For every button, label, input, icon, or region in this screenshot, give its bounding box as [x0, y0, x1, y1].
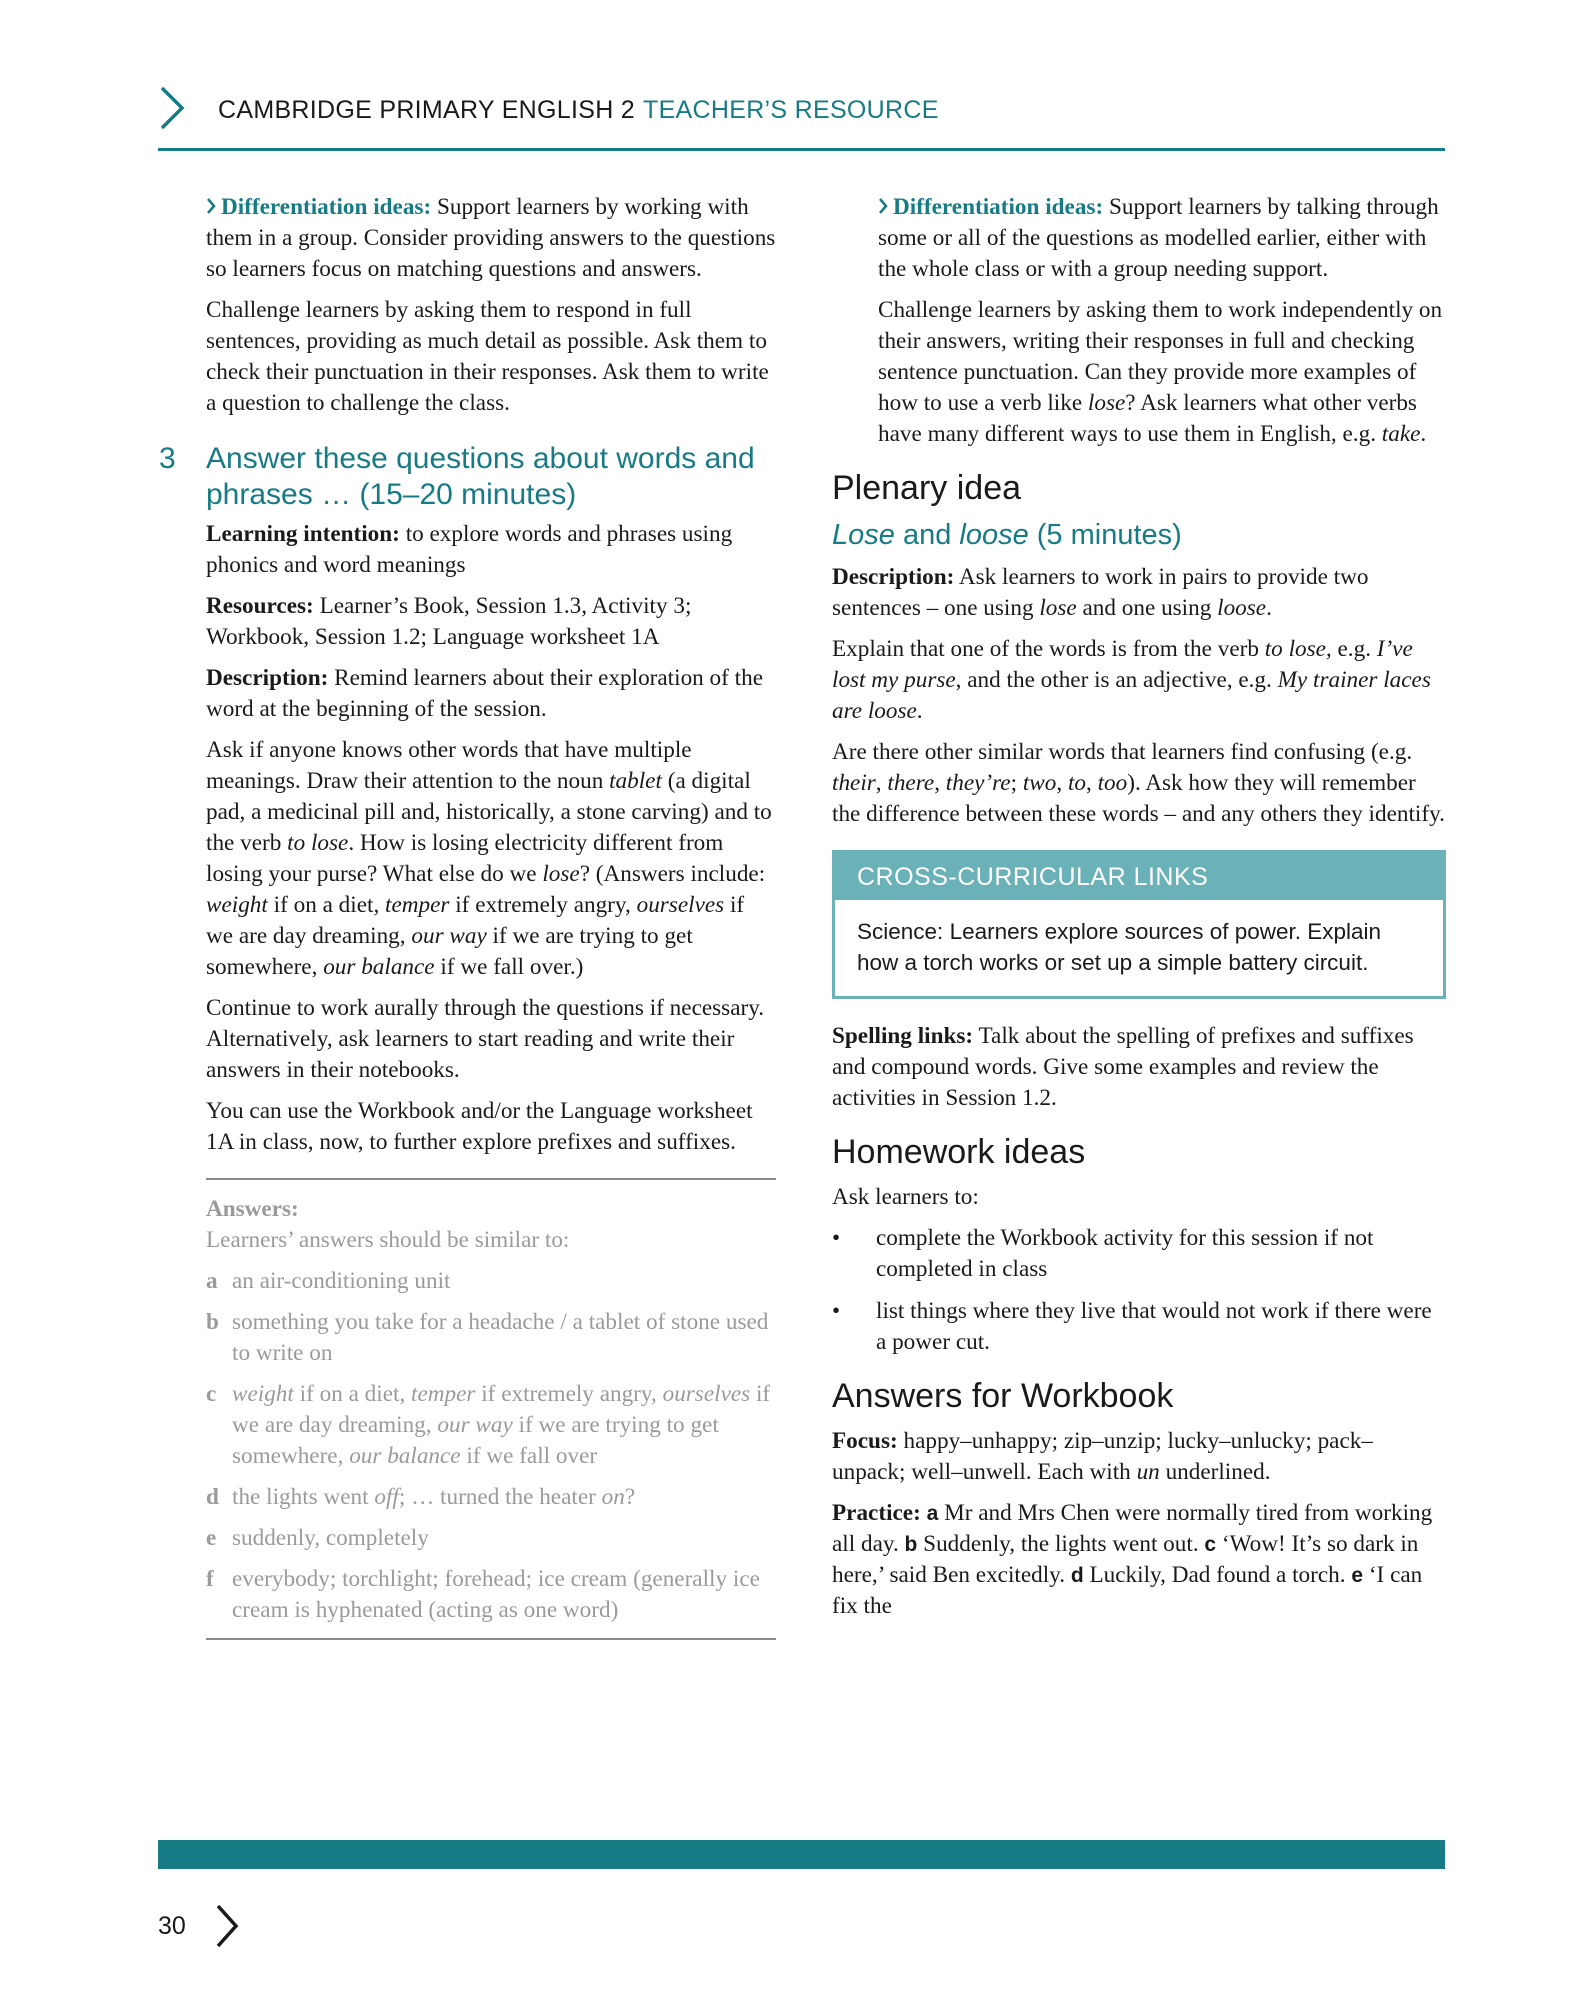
- resources-label: Resources:: [206, 593, 314, 619]
- practice-letter: e: [1351, 1564, 1364, 1587]
- description: [206, 663, 776, 725]
- italic-word: tablet: [609, 768, 662, 794]
- resources: [206, 591, 776, 653]
- multiple-meanings-paragraph: [206, 735, 776, 983]
- text-run: and one using: [1076, 595, 1218, 621]
- text-run: ? (Answers include:: [579, 861, 766, 887]
- answer-text: suddenly, completely: [232, 1525, 429, 1551]
- homework-list: [832, 1223, 1446, 1358]
- text-run: underlined.: [1159, 1459, 1271, 1485]
- answer-item: [206, 1523, 776, 1554]
- answer-letter: c: [206, 1381, 217, 1407]
- description-label: Description:: [206, 665, 329, 691]
- text-run: Ask learners to work in pairs to provide two sentences – one using: [832, 564, 1369, 621]
- italic-word: on: [601, 1484, 625, 1510]
- text-run: ? Ask learners what other verbs have many different ways to use them in English, e.g.: [878, 390, 1417, 447]
- text-run: Mr and Mrs Chen were normally tired from working all day.: [832, 1500, 1433, 1557]
- list-item-text: complete the Workbook activity for this session if not completed in class: [876, 1225, 1374, 1282]
- homework-intro: Ask learners to:: [832, 1184, 979, 1210]
- activity-number: 3: [159, 442, 176, 475]
- text-run: ,: [875, 770, 888, 796]
- practice-paragraph: [832, 1498, 1446, 1622]
- activity-title: Answer these questions about words and phrases … (15–20 minutes): [206, 442, 755, 511]
- italic-word: too: [1097, 770, 1128, 796]
- spelling-links-text: Talk about the spelling of prefixes and suffixes and compound words. Give some examples and review the activities in Session 1.2.: [832, 1023, 1414, 1111]
- italic-word: weight: [206, 892, 268, 918]
- list-item: [832, 1296, 1446, 1358]
- spelling-links-label: Spelling links:: [832, 1023, 974, 1049]
- text-run: Luckily, Dad found a torch.: [1083, 1562, 1352, 1588]
- italic-word: lose: [1039, 595, 1077, 621]
- italic-word: they’re: [945, 770, 1011, 796]
- text-run: ,: [1056, 770, 1068, 796]
- text-run: and: [894, 519, 960, 551]
- answer-letter: b: [206, 1309, 219, 1335]
- text-run: .: [1266, 595, 1272, 621]
- differentiation-text: Support learners by working with them in a group. Consider providing answers to the questions so learners focus on matching questions and answers.: [206, 194, 776, 282]
- plenary-explain: [832, 634, 1446, 727]
- chevron-right-icon: [215, 1904, 239, 1948]
- text-run: if on a diet,: [267, 892, 386, 918]
- answer-item: [206, 1482, 776, 1513]
- chevron-right-icon: [158, 86, 186, 130]
- italic-word: two: [1022, 770, 1057, 796]
- activity-heading: [159, 441, 776, 513]
- answer-text: an air-conditioning unit: [232, 1268, 451, 1294]
- page-number: 30: [158, 1912, 186, 1940]
- science-label: Science:: [857, 919, 944, 944]
- text-run: if we fall over.): [434, 954, 584, 980]
- bullet-icon: •: [832, 1298, 841, 1324]
- italic-word: loose: [959, 519, 1029, 551]
- differentiation-paragraph: [832, 192, 1446, 285]
- text-run: if extremely angry,: [475, 1381, 663, 1407]
- challenge-paragraph: [832, 295, 1446, 450]
- italic-word: Lose: [832, 519, 895, 551]
- italic-word: to: [1067, 770, 1086, 796]
- italic-word: lose: [1087, 390, 1126, 416]
- learning-intention: [206, 519, 776, 581]
- italic-word: our balance: [349, 1443, 461, 1469]
- text-run: Explain that one of the words is from the verb: [832, 636, 1265, 662]
- text-run: if on a diet,: [293, 1381, 412, 1407]
- practice-letter: c: [1204, 1533, 1217, 1556]
- page-header: [158, 86, 1445, 151]
- italic-word: temper: [411, 1381, 476, 1407]
- italic-word: weight: [232, 1381, 294, 1407]
- answer-text: [232, 1482, 776, 1513]
- left-column: [159, 192, 776, 1640]
- text-run: e.g.: [1331, 636, 1377, 662]
- workbook-answers-heading: Answers for Workbook: [832, 1377, 1174, 1415]
- description-text: Remind learners about their exploration of the word at the beginning of the session.: [206, 665, 763, 722]
- challenge-paragraph: Challenge learners by asking them to respond in full sentences, providing as much detail as possible. Ask them to check their punctuation in their responses. Ask them to write a question to challenge the class.: [206, 297, 769, 416]
- focus-label: Focus:: [832, 1428, 898, 1454]
- answer-text: everybody; torchlight; forehead; ice cream (generally ice cream is hyphenated (acting as one word): [232, 1566, 760, 1623]
- continue-paragraph: Continue to work aurally through the questions if necessary. Alternatively, ask learners to start reading and write their answers in their notebooks.: [206, 995, 765, 1083]
- plenary-subheading: [832, 518, 1446, 552]
- text-run: ‘I can fix the: [832, 1562, 1423, 1619]
- practice-letter: b: [904, 1533, 918, 1556]
- answer-letter: f: [206, 1566, 214, 1592]
- differentiation-paragraph: [206, 192, 776, 285]
- italic-word: to lose: [287, 830, 349, 856]
- text-run: if we are day dreaming,: [232, 1381, 771, 1438]
- answers-intro: Learners’ answers should be similar to:: [206, 1227, 570, 1253]
- text-run: ,: [1085, 770, 1098, 796]
- differentiation-label: Differentiation ideas:: [893, 194, 1104, 220]
- italic-word: our way: [437, 1412, 513, 1438]
- text-run: ;: [1010, 770, 1023, 796]
- workbook-paragraph: You can use the Workbook and/or the Language worksheet 1A in class, now, to further explore prefixes and suffixes.: [206, 1098, 753, 1155]
- italic-word: there: [887, 770, 935, 796]
- text-run: if we are day dreaming,: [206, 892, 745, 949]
- text-run: the lights went: [232, 1484, 375, 1510]
- cross-curricular-title: CROSS-CURRICULAR LINKS: [835, 853, 1443, 900]
- text-run: (5 minutes): [1028, 519, 1182, 551]
- practice-label: Practice:: [832, 1500, 921, 1526]
- answer-item: [206, 1379, 776, 1472]
- answer-item: [206, 1307, 776, 1369]
- italic-word: our way: [411, 923, 487, 949]
- answer-text: something you take for a headache / a tablet of stone used to write on: [232, 1309, 769, 1366]
- answer-item: [206, 1266, 776, 1297]
- italic-word: lose: [542, 861, 580, 887]
- answer-letter: e: [206, 1525, 217, 1551]
- plenary-description: [832, 562, 1446, 624]
- italic-word: I’ve lost my purse: [832, 636, 1413, 693]
- differentiation-text: Support learners by talking through some or all of the questions as modelled earlier, either with the whole class or with a group needing support.: [878, 194, 1439, 282]
- text-run: happy–unhappy; zip–unzip; lucky–unlucky; pack–unpack; well–unwell. Each with: [832, 1428, 1373, 1485]
- book-series-title: CAMBRIDGE PRIMARY ENGLISH 2: [218, 96, 635, 124]
- science-text: Learners explore sources of power. Explain how a torch works or set up a simple battery circuit.: [857, 919, 1382, 975]
- text-run: Suddenly, the lights went out.: [917, 1531, 1205, 1557]
- text-run: .: [1420, 421, 1427, 447]
- answer-letter: d: [206, 1484, 219, 1510]
- right-column: [832, 192, 1446, 1632]
- learning-intention-text: to explore words and phrases using phonics and word meanings: [206, 521, 733, 578]
- practice-letter: d: [1070, 1564, 1084, 1587]
- italic-word: un: [1136, 1459, 1160, 1485]
- answers-label: Answers:: [206, 1196, 299, 1222]
- italic-word: to lose,: [1264, 636, 1332, 662]
- text-run: Challenge learners by asking them to work independently on their answers, writing their responses in full and checking sentence punctuation. Can they provide more examples of how to use a verb like: [878, 297, 1443, 416]
- plenary-similar-words: [832, 737, 1446, 830]
- text-run: Are there other similar words that learners find confusing (e.g.: [832, 739, 1413, 765]
- italic-word: loose: [1217, 595, 1267, 621]
- chevron-right-icon: [206, 198, 216, 214]
- text-run: ). Ask how they will remember the difference between these words – and any others they identify.: [832, 770, 1445, 827]
- learning-intention-label: Learning intention:: [206, 521, 400, 547]
- cross-curricular-body: [835, 900, 1443, 996]
- book-title: [218, 96, 939, 125]
- italic-word: ourselves: [662, 1381, 751, 1407]
- plenary-heading: Plenary idea: [832, 469, 1022, 507]
- practice-letter: a: [926, 1502, 939, 1525]
- answer-item: [206, 1564, 776, 1626]
- italic-word: take: [1381, 421, 1421, 447]
- homework-heading: Homework ideas: [832, 1133, 1086, 1171]
- text-run: if we are trying to get somewhere,: [206, 923, 693, 980]
- description-label: Description:: [832, 564, 955, 590]
- italic-word: My trainer laces are loose: [832, 667, 1431, 724]
- focus-paragraph: [832, 1426, 1446, 1488]
- footer-bar: [158, 1840, 1445, 1869]
- text-run: ‘Wow! It’s so dark in here,’ said Ben excitedly.: [832, 1531, 1419, 1588]
- text-run: if extremely angry,: [449, 892, 637, 918]
- answers-box: [206, 1178, 776, 1640]
- text-run: .: [916, 698, 923, 724]
- italic-word: ourselves: [636, 892, 725, 918]
- text-run: ?: [624, 1484, 636, 1510]
- spelling-links: [832, 1021, 1446, 1114]
- bullet-icon: •: [832, 1225, 841, 1251]
- cross-curricular-box: [832, 850, 1446, 999]
- text-run: if we fall over: [460, 1443, 598, 1469]
- answer-text: [232, 1379, 776, 1472]
- chevron-right-icon: [878, 198, 888, 214]
- book-subtitle: TEACHER’S RESOURCE: [643, 96, 939, 124]
- list-item: [832, 1223, 1446, 1285]
- italic-word: their: [832, 770, 876, 796]
- answer-letter: a: [206, 1268, 218, 1294]
- list-item-text: list things where they live that would not work if there were a power cut.: [876, 1298, 1432, 1355]
- differentiation-label: Differentiation ideas:: [221, 194, 432, 220]
- text-run: (a digital pad, a medicinal pill and, historically, a stone carving) and to the verb: [206, 768, 772, 856]
- text-run: . How is losing electricity different from losing your purse? What else do we: [206, 830, 724, 887]
- text-run: , and the other is an adjective, e.g.: [955, 667, 1278, 693]
- text-run: ; … turned the heater: [398, 1484, 602, 1510]
- text-run: if we are trying to get somewhere,: [232, 1412, 719, 1469]
- text-run: ,: [934, 770, 946, 796]
- resources-text: Learner’s Book, Session 1.3, Activity 3; Workbook, Session 1.2; Language worksheet 1A: [206, 593, 692, 650]
- italic-word: off: [374, 1484, 399, 1510]
- italic-word: temper: [385, 892, 450, 918]
- italic-word: our balance: [323, 954, 435, 980]
- text-run: Ask if anyone knows other words that have multiple meanings. Draw their attention to the noun: [206, 737, 692, 794]
